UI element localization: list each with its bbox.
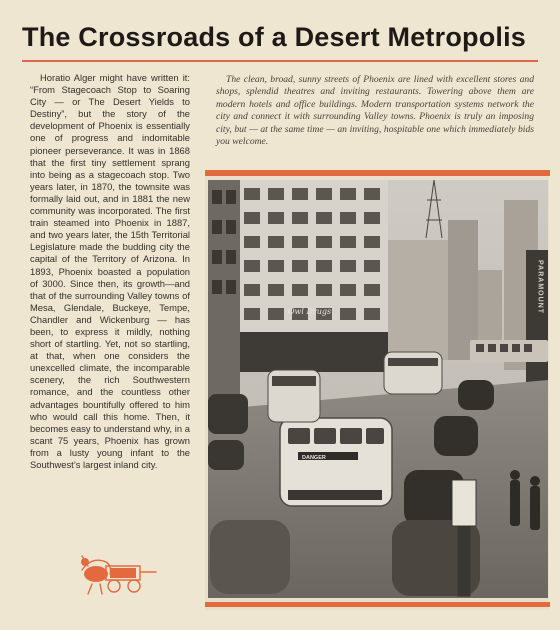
- bus-middle: [268, 370, 320, 422]
- sign-drugs: Owl Drugs: [288, 307, 332, 316]
- paramount-sign: PARAMOUNT: [536, 260, 544, 314]
- distant-building: [388, 240, 448, 360]
- body-text: Horatio Alger might have written it: “From Stagecoach Stop to Soaring City — or The Desert Yields to Destiny”, but the story of the development of Phoenix is essentially one of progress and indomitable pioneer perseverance. It was in 1868 that the first tiny settlement sprang into being as a stagecoach stop. Two years later, in 1870, the townsite was formally laid out, and in 1881 the new community was incorporated. The first train steamed into Phoenix in 1887, and two years later, the 15th Territorial Legislature made the budding city the capital of the Territory of Arizona. In 1893, Phoenix boasted a population of 3000. Since then, its growth—and that of the surrounding Valley towns of Mesa, Glendale, Buckeye, Tempe, Chandler and Wickenburg — has been, to express it mildly, nothing short of startling. Yet, not so startling, at that, when one considers the unexcelled climate, the incomparable scenery, the rich Southwestern romance, and the countless other advantages bountifully offered to him who would call this home. Then, it becomes easy to understand why, in a scant 75 years, Phoenix has grown from a lusty young infant to the Southwest’s largest inland city.: [30, 72, 190, 470]
- photo-bottom-rule: [205, 602, 550, 607]
- bus-front: [280, 418, 392, 506]
- stagecoach-vignette-icon: [76, 540, 166, 600]
- bus-destination: DANGER: [302, 455, 326, 461]
- left-tall-building: [238, 180, 408, 372]
- page-title: The Crossroads of a Desert Metropolis: [22, 22, 527, 52]
- left-edge-building: [208, 180, 240, 410]
- bus-rear: [384, 352, 442, 394]
- street-photo: [208, 180, 548, 598]
- intro-caption: The clean, broad, sunny streets of Phoenix are lined with excellent stores and shops, splendid theatres and inviting restaurants. Towering above them are modern hotels and office buildings. Modern transportation systems network the city and connect it with surrounding Valley towns. Phoenix is truly an imposing city, but — at the same time — an inviting, hospitable one which immediately bids you welcome.: [216, 74, 534, 148]
- title-underline: [22, 60, 538, 62]
- distant-tower: [448, 220, 478, 360]
- photo-top-rule: [205, 170, 550, 176]
